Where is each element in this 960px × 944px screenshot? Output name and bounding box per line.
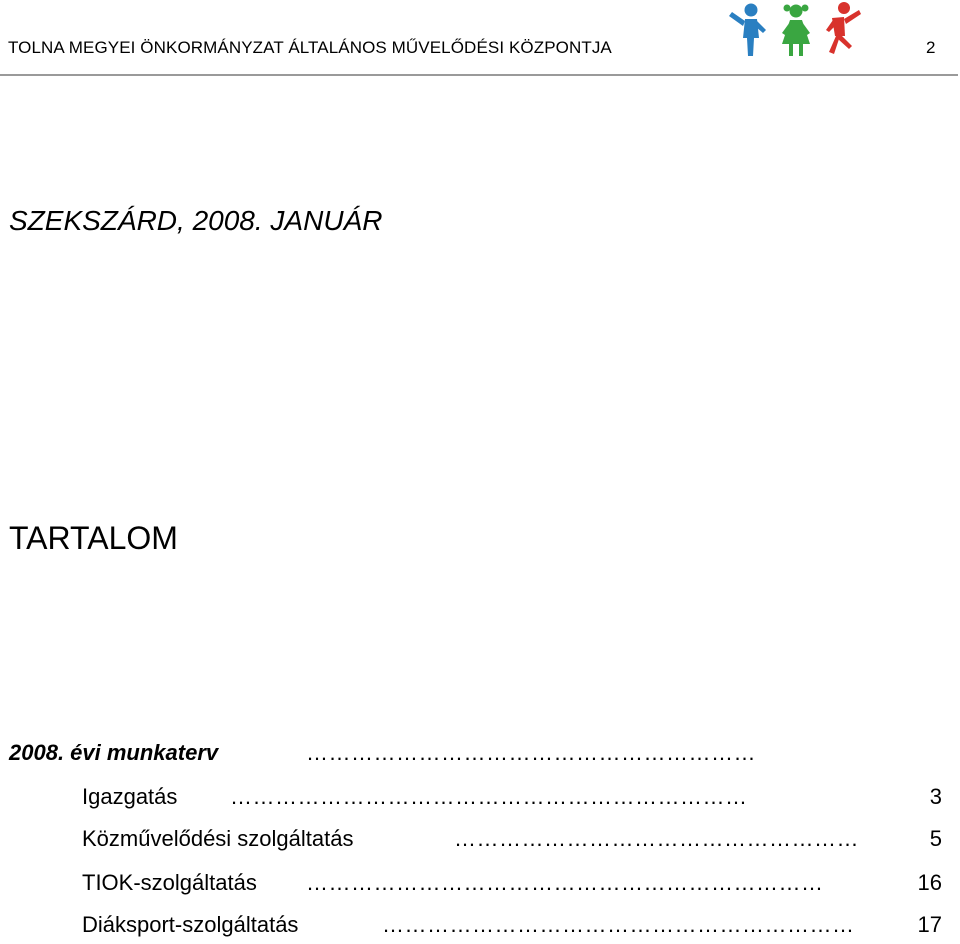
toc-main-entry-leader: ……………………………………………………	[306, 740, 756, 765]
toc-entry-page: 16	[917, 870, 942, 895]
toc-entry[interactable]	[0, 870, 960, 900]
blue-child-figure	[729, 4, 766, 57]
toc-entry[interactable]	[0, 784, 960, 814]
organization-name: TOLNA MEGYEI ÖNKORMÁNYZAT ÁLTALÁNOS MŰVELŐDÉSI KÖZPONTJA	[8, 38, 612, 57]
toc-entry-label: Közművelődési szolgáltatás	[82, 826, 354, 851]
place-date-heading: SZEKSZÁRD, 2008. JANUÁR	[9, 205, 383, 236]
toc-entry-leader: ……………………………………………………………	[230, 784, 748, 809]
toc-entry-label: Diáksport-szolgáltatás	[82, 912, 299, 937]
toc-entry[interactable]	[0, 912, 960, 942]
toc-entry-leader: ……………………………………………………………	[306, 870, 824, 895]
children-figures-logo-icon	[726, 0, 866, 60]
toc-entry-page: 3	[929, 784, 942, 809]
toc-entry-label: Igazgatás	[82, 784, 178, 809]
page-header	[0, 0, 960, 78]
green-child-figure	[782, 5, 810, 57]
toc-entry-page: 5	[929, 826, 942, 851]
toc-title: TARTALOM	[9, 520, 178, 556]
page-number: 2	[926, 38, 936, 57]
toc-main-entry-label: 2008. évi munkaterv	[9, 740, 219, 765]
toc-entry-leader: ………………………………………………………	[382, 912, 855, 937]
toc-entry[interactable]	[0, 826, 960, 856]
toc-entry-page: 17	[917, 912, 942, 937]
toc-entry-leader: ………………………………………………	[454, 826, 859, 851]
red-child-figure	[826, 2, 861, 54]
toc-entry-label: TIOK-szolgáltatás	[82, 870, 257, 895]
header-divider	[0, 74, 958, 76]
